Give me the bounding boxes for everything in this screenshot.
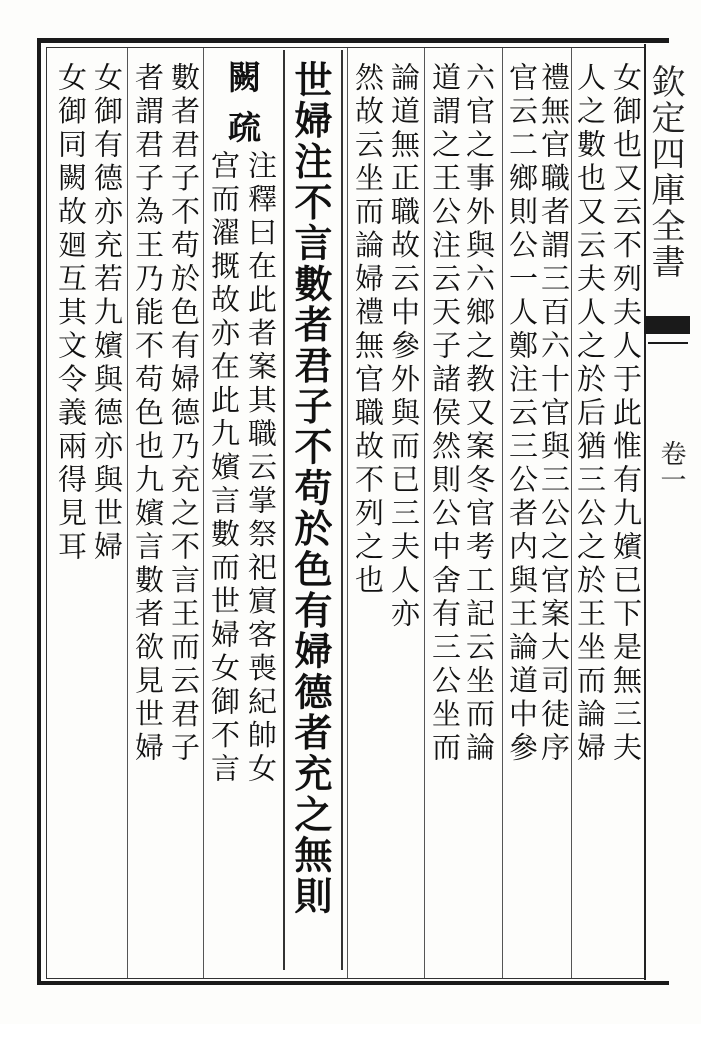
text-column: 宫而濯摡故亦在此九嬪言數而世婦女御不言 (207, 150, 241, 787)
text-column: 數者君子不苟於色有婦德乃充之不言王而云君子 (167, 62, 201, 766)
text-column: 女御也又云不列夫人于此惟有九嬪已下是無三夫 (609, 62, 643, 766)
section-heading: 疏 (223, 110, 262, 147)
column-rule (347, 48, 348, 978)
text-column: 然故云坐而論婦禮無官職故不列之也 (351, 62, 385, 598)
column-rule (502, 48, 503, 978)
column-rule (127, 48, 128, 978)
column-rule (571, 48, 572, 978)
text-column: 人之數也又云夫人之於后猶三公之於王坐而論婦 (573, 62, 607, 766)
text-column: 官云二鄉則公一人鄭注云三公者内與王論道中參 (505, 62, 539, 766)
volume-number: 卷一 (656, 440, 686, 492)
section-heading: 闕 (223, 60, 262, 97)
text-column: 道謂之王公注云天子諸侯然則公中舍有三公坐而 (428, 62, 462, 766)
text-column: 論道無正職故云中參外與而已三夫人亦 (387, 62, 421, 632)
main-text-column: 世婦注不言數者君子不苟於色有婦德者充之無則 (288, 60, 333, 917)
text-column: 六官之事外與六鄉之教又案冬官考工記云坐而論 (462, 62, 496, 766)
column-rule (424, 48, 425, 978)
text-column: 者謂君子為王乃能不苟色也九嬪言數者欲見世婦 (131, 62, 165, 766)
text-column: 女御同闕故廻互其文令義兩得見耳 (54, 62, 88, 565)
text-column: 女御有德亦充若九嬪與德亦與世婦 (90, 62, 124, 565)
book-title: 欽定四庫全書 (645, 64, 685, 280)
column-rule (203, 48, 204, 978)
fish-tail-line (648, 334, 688, 344)
text-column: 禮無官職者謂三百六十官與三公之官案大司徒序 (537, 62, 571, 766)
fish-tail-mark (644, 316, 690, 334)
text-column: 注釋曰在此者案其職云掌祭祀賔客喪紀帥女 (244, 150, 278, 787)
